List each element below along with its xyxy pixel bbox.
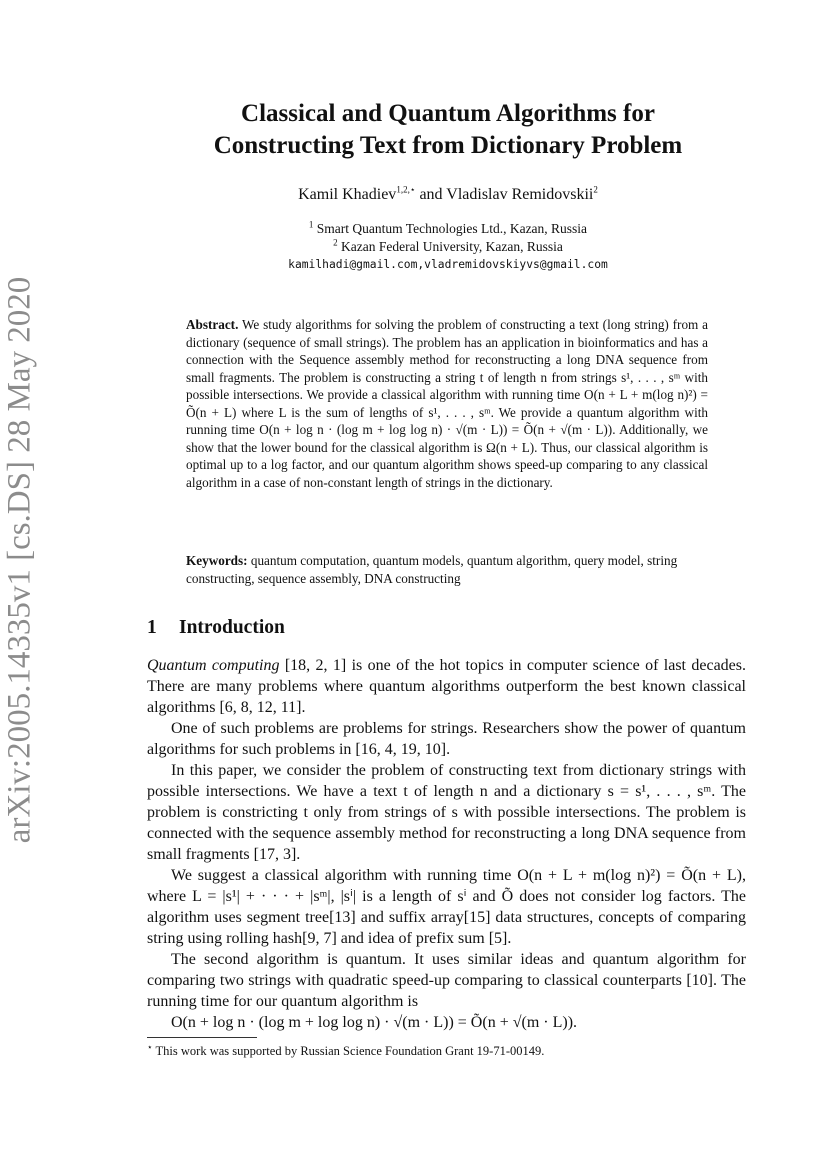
footnote-text: This work was supported by Russian Science Foundation Grant 19-71-00149. <box>155 1044 545 1058</box>
abstract-label: Abstract. <box>186 317 239 332</box>
intro-p1-rest: [18, 2, 1] is one of the hot topics in computer science of last decades. There are many problems where quantum algorithms outperform the best known classical algorithms [6, 8, 12, 11]. <box>147 657 746 716</box>
affiliation-2: $^2$ Kazan Federal University, Kazan, Russia <box>333 237 563 254</box>
intro-paragraph-4: We suggest a classical algorithm with running time O(n + L + m(log n)²) = Õ(n + L), where L = |s¹| + · · · + |sᵐ|, |sⁱ| is a length of sⁱ and Õ does not consider log factors. The algorithm uses segment tree[13] and suffix array[15] data structures, concepts of comparing string using rolling hash[9, 7] and idea of prefix sum [5]. <box>147 867 746 947</box>
affiliations <box>120 220 776 274</box>
abstract-text: We study algorithms for solving the problem of constructing a text (long string) from a dictionary (sequence of small strings). The problem has an application in bioinformatics and has a connection with the Sequence assembly method for reconstructing a long DNA sequence from small fragments. The problem is constructing a string t of length n from strings s¹, . . . , sᵐ with possible intersections. We provide a classical algorithm with running time O(n + L + m(log n)²) = Õ(n + L) where L is the sum of lengths of s¹, . . . , sᵐ. We provide a quantum algorithm with running time O(n + log n · (log m + log log n) · √(m · L)) = Õ(n + √(m · L)). Additionally, we show that the lower bound for the classical algorithm is Ω(n + L). Thus, our classical algorithm is optimal up to a log factor, and our quantum algorithm shows speed-up comparing to any classical algorithm in a case of non-constant length of strings in the dictionary. <box>186 317 709 490</box>
running-time-formula: O(n + log n · (log m + log log n) · √(m · L)) = Õ(n + √(m · L)). <box>171 1014 578 1031</box>
section-number: 1 <box>147 617 157 638</box>
keywords <box>186 552 716 587</box>
abstract <box>186 316 708 491</box>
keywords-text: quantum computation, quantum models, quantum algorithm, query model, string constructing, sequence assembly, DNA constructing <box>186 553 678 586</box>
title-line-2: Constructing Text from Dictionary Problem <box>213 132 683 159</box>
emails: kamilhadi@gmail.com,vladremidovskiyvs@gmail.com <box>288 258 608 271</box>
intro-paragraph-1 <box>147 655 746 718</box>
footnote-rule <box>147 1037 257 1038</box>
section-title: Introduction <box>179 617 285 638</box>
affiliation-1: $^1$ Smart Quantum Technologies Ltd., Kazan, Russia <box>308 219 588 236</box>
footnote <box>147 1041 545 1059</box>
authors <box>120 186 776 204</box>
authors-and: and <box>415 186 447 203</box>
author-1-sup: 1,2,⋆ <box>396 184 416 195</box>
footnote-mark: ⋆ <box>147 1041 153 1052</box>
author-2-sup: 2 <box>593 184 598 195</box>
introduction-body <box>147 655 746 1033</box>
intro-paragraph-5: The second algorithm is quantum. It uses similar ideas and quantum algorithm for comparing two strings with quadratic speed-up comparing to classical counterparts [10]. The running time for our quantum algorithm is <box>147 951 746 1010</box>
section-heading <box>147 617 285 639</box>
intro-paragraph-2: One of such problems are problems for strings. Researchers show the power of quantum algorithms for such problems in [16, 4, 19, 10]. <box>147 720 746 758</box>
intro-paragraph-3: In this paper, we consider the problem of constructing text from dictionary strings with possible intersections. We have a text t of length n and a dictionary s = s¹, . . . , sᵐ. The problem is constricting t only from strings of s with possible intersections. The problem is connected with the sequence assembly method for reconstructing a long DNA sequence from small fragments [17, 3]. <box>147 762 746 863</box>
keywords-label: Keywords: <box>186 553 248 568</box>
title-line-1: Classical and Quantum Algorithms for <box>241 100 655 127</box>
intro-p1-italic: Quantum computing <box>147 657 280 674</box>
paper-title <box>120 98 776 162</box>
arxiv-stamp-text: arXiv:2005.14335v1 [cs.DS] 28 May 2020 <box>1 276 38 844</box>
author-2: Vladislav Remidovskii <box>446 186 594 203</box>
author-1: Kamil Khadiev <box>298 186 397 203</box>
